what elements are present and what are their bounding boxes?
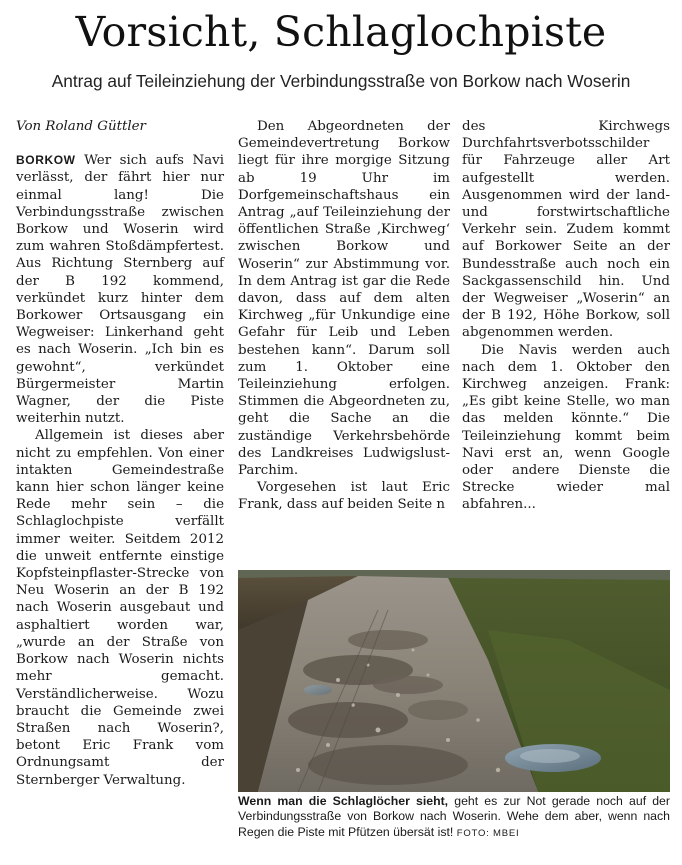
article-paragraph: Die Navis werden auch nach dem 1. Oktober den Kirchweg anzeigen. Frank: „Es gibt keine Stelle, wo man das melden könnte.“ Die Teileinziehung kommt beim Navi erst an, wenn Google oder andere Dienste die Strecke wieder mal abfahren... xyxy=(462,342,670,513)
article-column-2 xyxy=(238,118,450,514)
subheadline: Antrag auf Teileinziehung der Verbindungsstraße von Borkow nach Woserin xyxy=(51,71,631,91)
paragraph-text: Wer sich aufs Navi verlässt, der fährt hier nur einmal lang! Die Verbindungsstraße zwischen Borkow und Woserin wird zum wahren Stoßdämpfertest. Aus Richtung Sternberg auf der B 192 kommend, verkündet kurz hinter dem Borkower Ortsausgang ein Wegweiser: Linkerhand geht es nach Woserin. „Ich bin es gewohnt“, verkündet Bürgermeister Martin Wagner, der die Piste weiterhin nutzt. xyxy=(16,153,224,427)
byline: Von Roland Güttler xyxy=(16,119,146,134)
road-photo xyxy=(238,570,670,792)
article-paragraph: des Kirchwegs Durchfahrtsverbotsschilder für Fahrzeuge aller Art aufgestellt werden. Ausgenommen wird der land- und forstwirtschaftliche Verkehr sein. Zudem kommt auf Borkower Seite an der Bundesstraße auch noch ein Sackgassenschild hin. Und der Wegweiser „Woserin“ an der B 192, Höhe Borkow, soll abgenommen werden. xyxy=(462,119,670,341)
article-column-3 xyxy=(462,118,670,514)
photo-caption xyxy=(238,794,670,841)
headline: Vorsicht, Schlaglochpiste xyxy=(75,8,607,56)
article-paragraph xyxy=(16,152,224,427)
caption-lead: Wenn man die Schlaglöcher sieht, xyxy=(238,794,449,808)
article-paragraph: Den Abgeordneten der Gemeindevertretung Borkow liegt für ihre morgige Sitzung ab 19 Uhr im Dorfgemeinschaftshaus ein Antrag „auf Teileinziehung der öffentlichen Straße ‚Kirchweg‘ zwischen Borkow und Woserin“ zur Abstimmung vor. In dem Antrag ist gar die Rede davon, dass auf dem alten Kirchweg „für Unkundige eine Gefahr für Leib und Leben bestehen kann“. Darum soll zum 1. Oktober eine Teileinziehung erfolgen. Stimmen die Abgeordneten zu, geht die Sache an die zuständige Verkehrsbehörde des Landkreises Ludwigslust-Parchim. xyxy=(238,119,450,479)
pothole-road-image xyxy=(238,570,670,792)
caption-text: geht es zur Not gerade noch auf der Verbindungsstraße von Borkow nach Woserin. Wehe dem aber, wenn nach Regen die Piste mit Pfützen übersät ist! xyxy=(238,794,670,839)
article-paragraph: Vorgesehen ist laut Eric Frank, dass auf beiden Seite n xyxy=(238,480,450,513)
article-column-1 xyxy=(16,118,224,789)
photo-credit: FOTO: MBEI xyxy=(456,827,520,839)
article-paragraph: Allgemein ist dieses aber nicht zu empfehlen. Von einer intakten Gemeindestraße kann hier schon länger keine Rede mehr sein – die Schlaglochpiste verfällt immer weiter. Seitdem 2012 die unweit entfernte einstige Kopfsteinpflaster-Strecke von Neu Woserin an der B 192 nach Woserin ausgebaut und asphaltiert worden war, „wurde an der Straße von Borkow nach Woserin nichts mehr gemacht. Verständlicherweise. Wozu braucht die Gemeinde zwei Straßen nach Woserin?, betont Eric Frank vom Ordnungsamt der Sternberger Verwaltung. xyxy=(16,428,224,788)
dateline: BORKOW xyxy=(16,153,76,168)
